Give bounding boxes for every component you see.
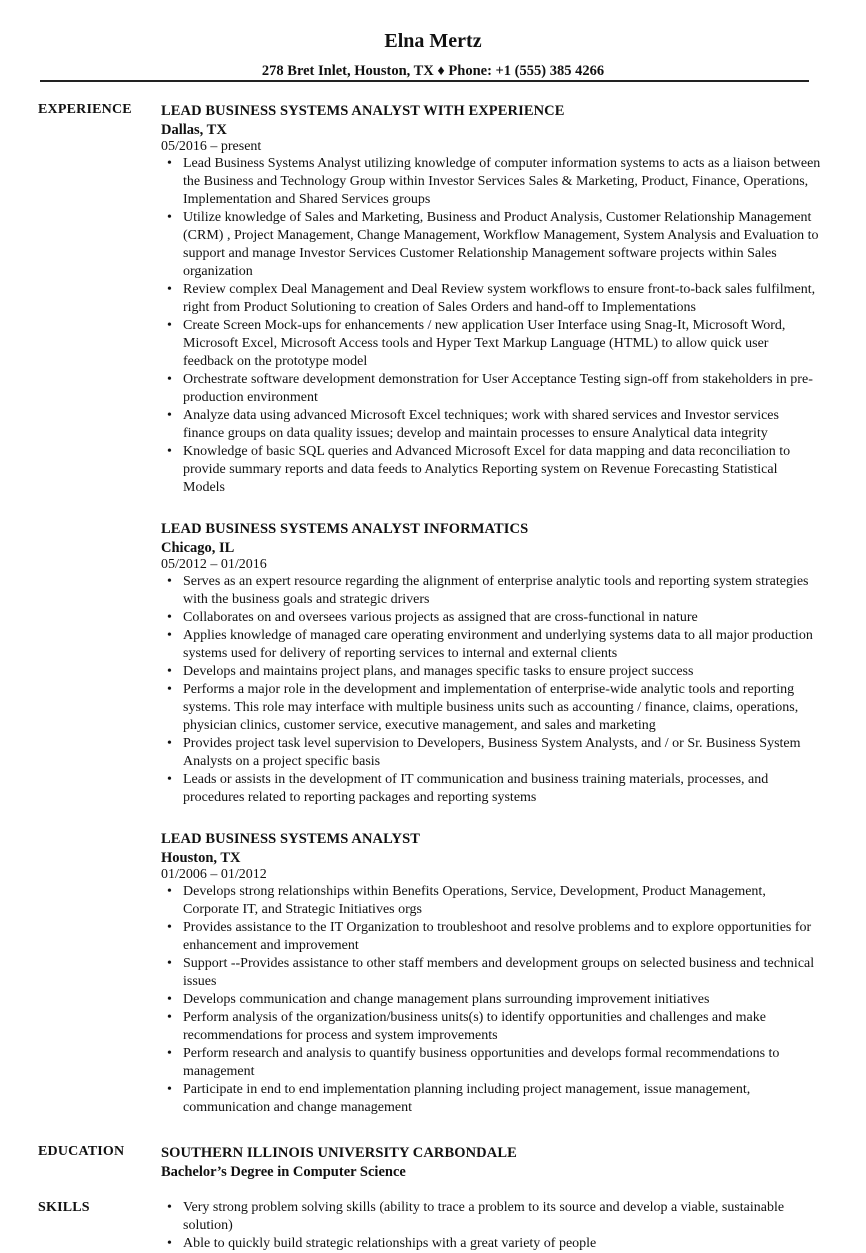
job-dates: 05/2012 – 01/2016 xyxy=(161,557,267,572)
job-bullets xyxy=(161,883,821,1117)
job-title: LEAD BUSINESS SYSTEMS ANALYST xyxy=(161,831,421,847)
job-title: LEAD BUSINESS SYSTEMS ANALYST WITH EXPERIENCE xyxy=(161,103,565,119)
bullet-item: • Serves as an expert resource regarding the alignment of enterprise analytic tools and reporting system strategies with the business goals and strategic drivers xyxy=(161,573,821,609)
job-entry xyxy=(161,830,821,1117)
bullet-item: • Knowledge of basic SQL queries and Advanced Microsoft Excel for data mapping and data reconciliation to provide summary reports and data feeds to Analytics Reporting system on Revenue Forecasting Statistical Models xyxy=(161,443,821,497)
skills-heading: SKILLS xyxy=(38,1200,90,1215)
education-entry xyxy=(161,1144,821,1180)
bullet-item: • Provides project task level supervision to Developers, Business System Analysts, and / or Sr. Business System Analysts on a project specific basis xyxy=(161,735,821,771)
bullet-item: • Lead Business Systems Analyst utilizing knowledge of computer information systems to acts as a liaison between the Business and Technology Group within Investor Services Sales & Marketing, Product, Finance, Operations, Implementation and Shared Services groups xyxy=(161,155,821,209)
skills-list-container xyxy=(161,1199,821,1253)
bullet-item: • Develops strong relationships within Benefits Operations, Service, Development, Product Management, Corporate IT, and Strategic Initiatives orgs xyxy=(161,883,821,919)
bullet-item: • Develops and maintains project plans, and manages specific tasks to ensure project success xyxy=(161,663,821,681)
job-bullets xyxy=(161,573,821,807)
bullet-item: • Applies knowledge of managed care operating environment and underlying systems data to all major production systems used for delivery of reporting services to internal and external clients xyxy=(161,627,821,663)
skill-item: • Very strong problem solving skills (ability to trace a problem to its source and develop a viable, sustainable solution) xyxy=(161,1199,821,1235)
job-location: Dallas, TX xyxy=(161,122,227,138)
bullet-item: • Provides assistance to the IT Organization to troubleshoot and resolve problems and to explore opportunities for enhancement and improvement xyxy=(161,919,821,955)
job-dates: 01/2006 – 01/2012 xyxy=(161,867,267,882)
school-name: SOUTHERN ILLINOIS UNIVERSITY CARBONDALE xyxy=(161,1145,517,1161)
bullet-item: • Leads or assists in the development of IT communication and business training materials, processes, and procedures related to reporting packages and reporting systems xyxy=(161,771,821,807)
bullet-item: • Participate in end to end implementation planning including project management, issue management, communication and change management xyxy=(161,1081,821,1117)
bullet-item: • Performs a major role in the development and implementation of enterprise-wide analytic tools and reporting systems. This role may interface with multiple business units such as accounting / finance, claims, operations, physician clinics, customer service, executive management, and sales and marketing xyxy=(161,681,821,735)
skill-item: • Able to quickly build strategic relationships with a great variety of people xyxy=(161,1235,821,1253)
bullet-item: • Perform research and analysis to quantify business opportunities and develops formal recommendations to management xyxy=(161,1045,821,1081)
bullet-item: • Utilize knowledge of Sales and Marketing, Business and Product Analysis, Customer Relationship Management (CRM) , Project Management, Change Management, Workflow Management, System Analysis and Evaluation to support and manage Investor Services Customer Relationship Management software projects within Sales organization xyxy=(161,209,821,281)
contact-info: 278 Bret Inlet, Houston, TX ♦ Phone: +1 (555) 385 4266 xyxy=(261,63,605,79)
job-location: Chicago, IL xyxy=(161,540,235,556)
degree: Bachelor’s Degree in Computer Science xyxy=(161,1164,406,1180)
skills-list xyxy=(161,1199,821,1253)
bullet-item: • Review complex Deal Management and Deal Review system workflows to ensure front-to-back sales fulfilment, right from Product Solutioning to creation of Sales Orders and hand-off to Implementations xyxy=(161,281,821,317)
bullet-item: • Collaborates on and oversees various projects as assigned that are cross-functional in nature xyxy=(161,609,821,627)
bullet-item: • Analyze data using advanced Microsoft Excel techniques; work with shared services and Investor services finance groups on data quality issues; develop and maintain processes to ensure Analytical data integrity xyxy=(161,407,821,443)
job-entry xyxy=(161,102,821,497)
education-heading: EDUCATION xyxy=(38,1144,125,1159)
bullet-item: • Perform analysis of the organization/business units(s) to identify opportunities and challenges and make recommendations for process and system improvements xyxy=(161,1009,821,1045)
job-bullets xyxy=(161,155,821,497)
bullet-item: • Orchestrate software development demonstration for User Acceptance Testing sign-off from stakeholders in pre-production environment xyxy=(161,371,821,407)
header-divider xyxy=(40,80,809,82)
bullet-item: • Support --Provides assistance to other staff members and development groups on selected business and technical issues xyxy=(161,955,821,991)
experience-heading: EXPERIENCE xyxy=(38,102,132,117)
job-entry xyxy=(161,520,821,807)
bullet-item: • Create Screen Mock-ups for enhancements / new application User Interface using Snag-It, Microsoft Word, Microsoft Excel, Microsoft Access tools and Hyper Text Markup Language (HTML) to allow quick user feedback on the prototype model xyxy=(161,317,821,371)
job-title: LEAD BUSINESS SYSTEMS ANALYST INFORMATICS xyxy=(161,521,529,537)
candidate-name: Elna Mertz xyxy=(384,30,482,52)
bullet-item: • Develops communication and change management plans surrounding improvement initiatives xyxy=(161,991,821,1009)
job-location: Houston, TX xyxy=(161,850,241,866)
job-dates: 05/2016 – present xyxy=(161,139,262,154)
